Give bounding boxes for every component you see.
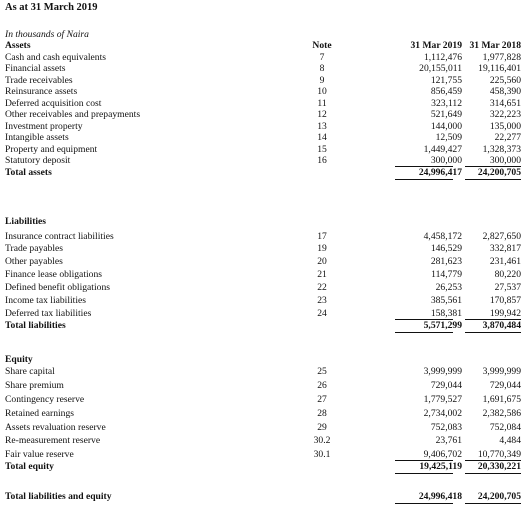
row-note: 9 (319, 74, 325, 86)
total-rule-2019 (395, 179, 453, 180)
row-value-2018: 199,942 (489, 308, 521, 319)
total-assets-row (0, 167, 526, 178)
grand-total-value-2018: 24,200,705 (477, 491, 521, 502)
row-label: Cash and cash equivalents (5, 51, 106, 63)
row-label: Trade receivables (5, 74, 73, 86)
total-rule-2019 (395, 332, 453, 333)
row-label: Other payables (5, 256, 63, 267)
equity-heading: Equity (5, 354, 33, 365)
row-value-2018: 1,328,373 (482, 143, 521, 155)
table-row (0, 63, 526, 74)
row-value-2018: 314,651 (489, 97, 521, 109)
table-row (0, 75, 526, 86)
row-note: 14 (317, 132, 327, 143)
total-value-2018: 3,870,484 (482, 320, 521, 331)
row-value-2018: 1,691,675 (482, 394, 521, 405)
liabilities-heading-row (0, 216, 526, 227)
row-note: 24 (317, 308, 327, 319)
column-header-row (0, 40, 526, 51)
row-value-2019: 9,406,702 (423, 449, 462, 460)
row-value-2018: 1,977,828 (482, 51, 521, 63)
row-value-2019: 23,761 (435, 435, 462, 446)
row-label: Intangible assets (5, 132, 69, 143)
row-note: 21 (317, 269, 327, 280)
row-label: Retained earnings (5, 408, 74, 419)
row-value-2019: 146,529 (430, 243, 462, 254)
row-note: 22 (317, 282, 327, 293)
row-label: Share capital (5, 366, 55, 377)
table-row (0, 408, 526, 419)
row-value-2019: 752,083 (430, 422, 462, 433)
total-label: Total assets (5, 167, 52, 178)
table-row (0, 121, 526, 132)
currency-unit-note: In thousands of Naira (5, 29, 89, 40)
row-value-2018: 10,770,349 (477, 449, 521, 460)
row-value-2018: 2,827,650 (482, 231, 521, 242)
table-row (0, 256, 526, 267)
row-value-2019: 2,734,002 (423, 408, 462, 419)
total-liabilities-row (0, 320, 526, 331)
total-rule-2018 (465, 179, 521, 180)
row-label: Property and equipment (5, 143, 98, 155)
row-value-2019: 1,449,427 (423, 143, 462, 155)
table-row (0, 132, 526, 143)
row-value-2018: 3,999,999 (482, 366, 521, 377)
row-value-2019: 26,253 (435, 282, 462, 293)
total-rule-2018 (465, 473, 521, 474)
row-value-2019: 729,044 (430, 380, 462, 391)
row-value-2019: 856,459 (430, 86, 462, 97)
row-note: 30.1 (313, 449, 331, 460)
row-label: Re-measurement reserve (5, 435, 101, 446)
row-label: Deferred tax liabilities (5, 308, 92, 319)
table-row (0, 422, 526, 433)
statement-title: As at 31 March 2019 (5, 2, 98, 13)
row-value-2019: 323,112 (431, 97, 462, 109)
row-value-2019: 281,623 (430, 256, 462, 267)
row-note: 11 (317, 97, 327, 109)
row-value-2018: 458,390 (489, 86, 521, 97)
grand-total-row (0, 491, 526, 502)
row-value-2019: 20,155,011 (419, 63, 462, 74)
row-value-2018: 300,000 (489, 155, 521, 166)
row-note: 30.2 (313, 435, 331, 446)
row-note: 7 (319, 51, 325, 63)
note-column-header: Note (312, 40, 332, 51)
liabilities-heading: Liabilities (5, 216, 47, 227)
grand-total-value-2019: 24,996,418 (418, 491, 462, 502)
year-2018-column-header: 31 Mar 2018 (469, 40, 521, 51)
row-note: 19 (317, 243, 327, 254)
row-note: 20 (317, 256, 327, 267)
row-note: 29 (317, 422, 327, 433)
total-value-2019: 5,571,299 (423, 320, 462, 331)
row-value-2019: 144,000 (430, 120, 462, 132)
total-label: Total equity (5, 461, 54, 472)
row-label: Insurance contract liabilities (5, 231, 114, 242)
row-label: Share premium (5, 380, 64, 391)
row-value-2018: 19,116,401 (478, 63, 521, 74)
row-label: Finance lease obligations (5, 269, 102, 280)
row-label: Reinsurance assets (5, 86, 78, 97)
row-note: 17 (317, 231, 327, 242)
row-value-2018: 729,044 (489, 380, 521, 391)
total-rule-2019 (395, 473, 453, 474)
total-value-2019: 24,996,417 (418, 167, 462, 178)
row-value-2019: 1,112,476 (423, 51, 462, 63)
table-row (0, 98, 526, 109)
row-value-2019: 12,509 (435, 132, 462, 143)
row-label: Defined benefit obligations (5, 282, 110, 293)
row-note: 27 (317, 394, 327, 405)
total-rule-2018 (465, 332, 521, 333)
table-row (0, 269, 526, 280)
row-value-2019: 1,779,527 (423, 394, 462, 405)
row-value-2018: 752,084 (489, 422, 521, 433)
row-label: Deferred acquisition cost (5, 97, 102, 109)
row-value-2019: 158,381 (430, 308, 462, 319)
row-value-2018: 80,220 (494, 269, 521, 280)
row-value-2018: 4,484 (499, 435, 521, 446)
year-2019-column-header: 31 Mar 2019 (410, 40, 462, 51)
row-label: Financial assets (5, 63, 66, 74)
row-note: 8 (319, 63, 325, 74)
table-row (0, 394, 526, 405)
row-note: 12 (317, 109, 327, 120)
total-value-2018: 20,330,221 (477, 461, 521, 472)
table-row (0, 380, 526, 391)
row-value-2019: 4,458,172 (423, 231, 462, 242)
row-value-2018: 231,461 (489, 256, 521, 267)
row-value-2018: 2,382,586 (482, 408, 521, 419)
total-value-2019: 19,425,119 (419, 461, 462, 472)
table-row (0, 435, 526, 446)
row-note: 15 (317, 143, 327, 155)
total-value-2018: 24,200,705 (477, 167, 521, 178)
table-row (0, 231, 526, 242)
row-value-2019: 121,755 (430, 74, 462, 86)
grand-total-rule-2019 (395, 503, 453, 504)
row-label: Investment property (5, 120, 83, 132)
table-row (0, 52, 526, 63)
row-value-2019: 521,649 (430, 109, 462, 120)
row-label: Income tax liabilities (5, 295, 86, 306)
row-value-2018: 322,223 (489, 109, 521, 120)
row-label: Assets revaluation reserve (5, 422, 106, 433)
row-label: Contingency reserve (5, 394, 85, 405)
row-value-2019: 114,779 (431, 269, 462, 280)
row-note: 16 (317, 155, 327, 166)
row-note: 10 (317, 86, 327, 97)
table-row (0, 155, 526, 166)
grand-total-rule-2018 (465, 503, 521, 504)
grand-total-label: Total liabilities and equity (5, 491, 112, 502)
row-value-2018: 332,817 (489, 243, 521, 254)
total-equity-row (0, 461, 526, 472)
table-row (0, 144, 526, 155)
row-note: 26 (317, 380, 327, 391)
row-note: 25 (317, 366, 327, 377)
row-value-2019: 300,000 (430, 155, 462, 166)
equity-heading-row (0, 354, 526, 365)
row-label: Other receivables and prepayments (5, 109, 141, 120)
row-value-2019: 3,999,999 (423, 366, 462, 377)
assets-heading: Assets (5, 40, 31, 51)
row-value-2019: 385,561 (430, 295, 462, 306)
total-label: Total liabilities (5, 320, 66, 331)
table-row (0, 86, 526, 97)
table-row (0, 243, 526, 254)
row-value-2018: 135,000 (489, 120, 521, 132)
row-label: Trade payables (5, 243, 63, 254)
row-label: Fair value reserve (5, 449, 74, 460)
row-value-2018: 170,857 (489, 295, 521, 306)
row-label: Statutory deposit (5, 155, 71, 166)
table-row (0, 109, 526, 120)
row-value-2018: 22,277 (494, 132, 521, 143)
table-row (0, 308, 526, 319)
row-value-2018: 225,560 (489, 74, 521, 86)
row-note: 28 (317, 408, 327, 419)
row-value-2018: 27,537 (494, 282, 521, 293)
table-row (0, 295, 526, 306)
row-note: 13 (317, 120, 327, 132)
table-row (0, 366, 526, 377)
table-row (0, 282, 526, 293)
row-note: 23 (317, 295, 327, 306)
table-row (0, 449, 526, 460)
